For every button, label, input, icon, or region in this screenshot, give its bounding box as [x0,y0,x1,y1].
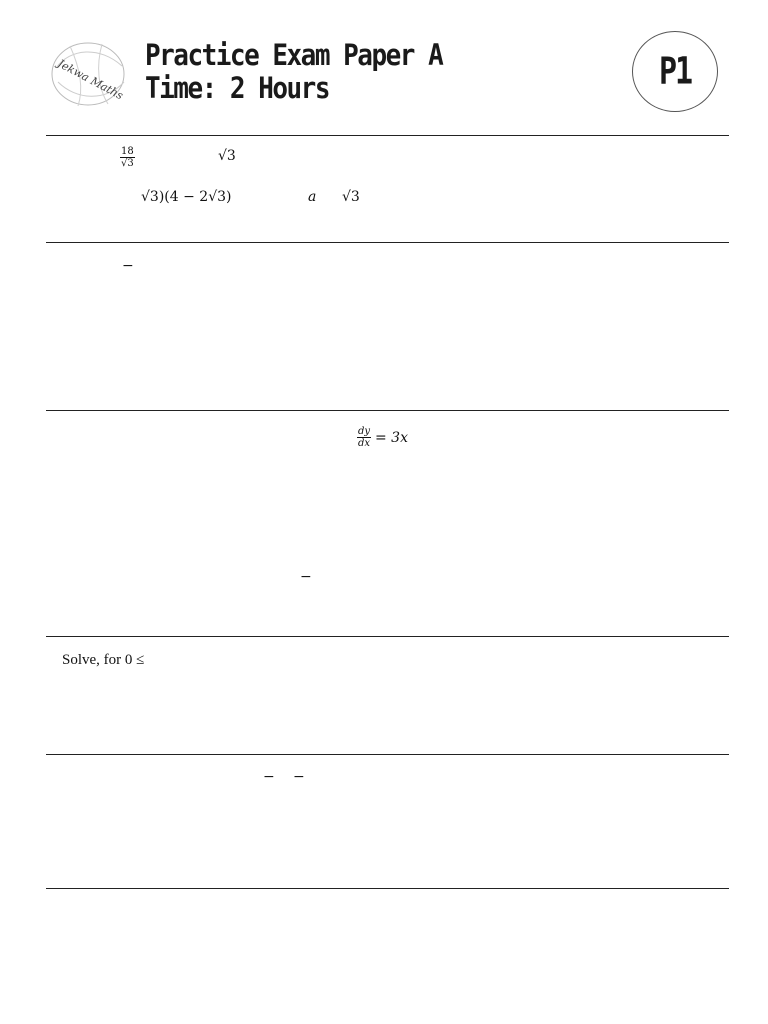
question-text: Solve, for 0 ≤ [62,652,145,668]
logo-scribble-icon [50,38,128,110]
divider [46,636,729,637]
root3-term: √3 [218,148,236,164]
divider [46,242,729,243]
derivative-denominator: dx [358,438,371,449]
expression-product: √3)(4 − 2√3) [141,189,232,205]
equation-rhs: = 3x [375,430,408,446]
minus-sign: − [122,258,134,274]
page-header [0,0,768,135]
divider [46,135,729,136]
minus-sign: − [263,769,275,785]
variable-a: a [308,189,317,205]
title-block [145,38,442,104]
fraction-18-over-root3 [120,146,135,169]
fraction-denominator: √3 [121,158,134,169]
paper-badge [632,31,718,112]
paper-code: P1 [658,49,692,94]
divider [46,888,729,889]
derivative-dy-dx [357,426,371,449]
minus-sign: − [293,769,305,785]
divider [46,754,729,755]
minus-sign: − [300,569,312,585]
time-allowed: Time: 2 Hours [145,72,329,106]
root3-term-b: √3 [342,189,360,205]
logo-text: Jekwa Maths [55,56,126,103]
page-title: Practice Exam Paper A [145,39,443,73]
fraction-numerator: 18 [121,146,134,157]
derivative-numerator: dy [358,426,371,437]
divider [46,410,729,411]
brand-logo [50,38,128,110]
